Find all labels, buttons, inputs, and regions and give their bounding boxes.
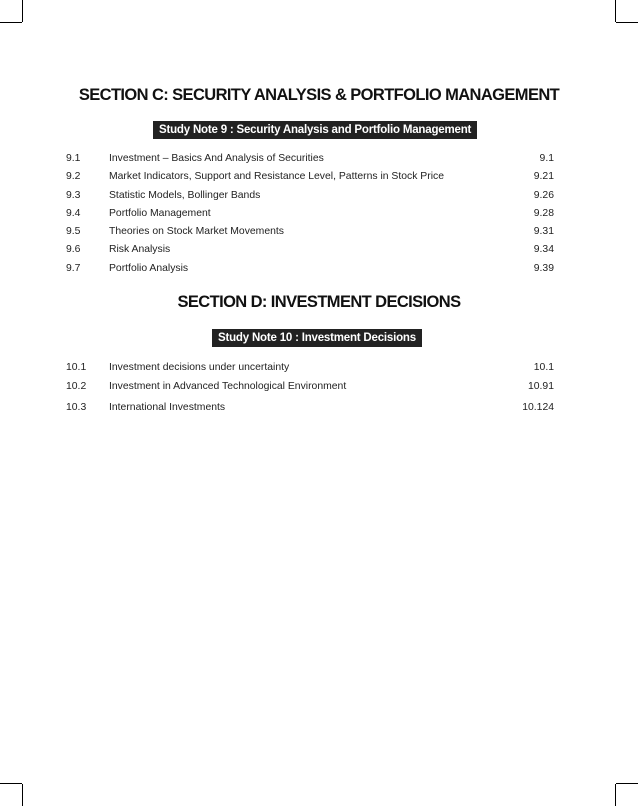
toc-page-number: 9.34: [533, 244, 554, 255]
toc-title: Portfolio Management: [109, 208, 211, 219]
crop-mark-bottom-right-h: [616, 783, 638, 784]
toc-number: 9.3: [66, 190, 81, 201]
toc-number: 10.2: [66, 381, 87, 392]
study-note-10-label: Study Note 10 : Investment Decisions: [212, 329, 422, 347]
toc-title: Risk Analysis: [109, 244, 171, 255]
toc-page-number: 10.124: [522, 402, 554, 413]
toc-number: 9.5: [66, 226, 81, 237]
toc-row[interactable]: [66, 263, 554, 279]
toc-page-number: 9.39: [533, 263, 554, 274]
toc-title: Portfolio Analysis: [109, 263, 189, 274]
toc-row[interactable]: [66, 362, 554, 378]
crop-mark-bottom-left-v: [22, 784, 23, 806]
toc-title: Theories on Stock Market Movements: [109, 226, 284, 237]
crop-mark-top-left-v: [22, 0, 23, 22]
toc-page-number: 9.28: [533, 208, 554, 219]
toc-page-number: 10.1: [533, 362, 554, 373]
toc-row[interactable]: [66, 153, 554, 169]
study-note-9-label: Study Note 9 : Security Analysis and Portfolio Management: [153, 121, 477, 139]
toc-title: Investment – Basics And Analysis of Securities: [109, 153, 324, 164]
toc-row[interactable]: [66, 381, 554, 397]
toc-number: 10.3: [66, 402, 87, 413]
toc-title: Market Indicators, Support and Resistance Level, Patterns in Stock Price: [109, 171, 444, 182]
crop-mark-bottom-right-v: [615, 784, 616, 806]
toc-page-number: 9.21: [533, 171, 554, 182]
toc-title: International Investments: [109, 402, 226, 413]
toc-row[interactable]: [66, 171, 554, 187]
toc-number: 9.4: [66, 208, 81, 219]
section-d-title: SECTION D: INVESTMENT DECISIONS: [177, 293, 461, 311]
toc-row[interactable]: [66, 208, 554, 224]
toc-row[interactable]: [66, 190, 554, 206]
toc-page-number: 9.1: [539, 153, 554, 164]
toc-title: Investment in Advanced Technological Environment: [109, 381, 347, 392]
toc-number: 9.6: [66, 244, 81, 255]
toc-page-number: 10.91: [527, 381, 554, 392]
crop-mark-top-right-h: [616, 22, 638, 23]
toc-page-number: 9.31: [533, 226, 554, 237]
toc-number: 9.1: [66, 153, 81, 164]
section-c-title: SECTION C: SECURITY ANALYSIS & PORTFOLIO MANAGEMENT: [78, 86, 560, 104]
toc-number: 10.1: [66, 362, 87, 373]
toc-title: Investment decisions under uncertainty: [109, 362, 290, 373]
toc-number: 9.2: [66, 171, 81, 182]
toc-row[interactable]: [66, 402, 554, 418]
toc-number: 9.7: [66, 263, 81, 274]
toc-row[interactable]: [66, 244, 554, 260]
crop-mark-bottom-left-h: [0, 783, 22, 784]
crop-mark-top-right-v: [615, 0, 616, 22]
toc-title: Statistic Models, Bollinger Bands: [109, 190, 261, 201]
toc-page-number: 9.26: [533, 190, 554, 201]
toc-row[interactable]: [66, 226, 554, 242]
crop-mark-top-left-h: [0, 22, 22, 23]
